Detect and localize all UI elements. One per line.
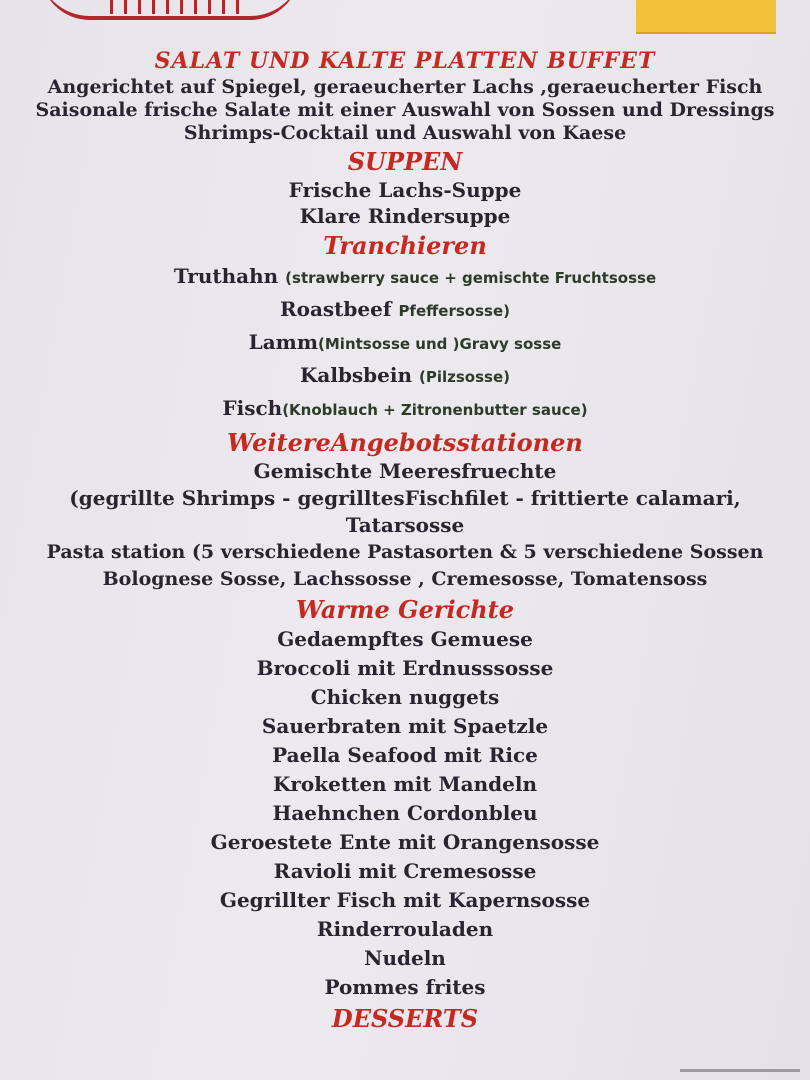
- heading-desserts: DESSERTS: [331, 1004, 479, 1033]
- salat-line: Shrimps-Cocktail und Auswahl von Kaese: [183, 122, 627, 144]
- carve-item: [0, 393, 810, 426]
- carve-sauce: (Knoblauch + Zitronenbutter sauce): [282, 401, 588, 419]
- carve-main: Lamm: [248, 330, 319, 354]
- weitere-line: Bolognese Sosse, Lachssosse , Cremesosse, Tomatensoss: [102, 568, 708, 590]
- carve-item: [0, 327, 810, 360]
- carve-main: Kalbsbein: [300, 363, 413, 387]
- carve-sauce: Pfeffersosse): [398, 302, 510, 320]
- bottom-edge-mark: [680, 1069, 800, 1080]
- warme-list: [0, 625, 810, 1002]
- carve-main: Roastbeef: [280, 297, 392, 321]
- suppen-item: Frische Lachs-Suppe: [288, 178, 522, 202]
- warme-item: Rinderrouladen: [316, 917, 494, 941]
- warme-item: Nudeln: [364, 946, 446, 970]
- carve-item: [0, 360, 810, 393]
- warme-item: Haehnchen Cordonbleu: [272, 801, 538, 825]
- carve-sauce: (strawberry sauce + gemischte Fruchtsosse: [285, 269, 657, 287]
- heading-warme: Warme Gerichte: [295, 595, 515, 624]
- ornament-bars: [110, 0, 250, 14]
- weitere-line: Pasta station (5 verschiedene Pastasorten & 5 verschiedene Sossen: [46, 541, 764, 563]
- warme-item: Sauerbraten mit Spaetzle: [261, 714, 549, 738]
- carve-main: Truthahn: [173, 264, 279, 288]
- yellow-tab: [636, 0, 776, 34]
- suppen-item: Klare Rindersuppe: [299, 204, 511, 228]
- buffet-menu: [0, 46, 810, 1034]
- salat-line: Saisonale frische Salate mit einer Auswahl von Sossen und Dressings: [35, 99, 775, 121]
- top-ornament: [40, 0, 300, 20]
- warme-item: Gedaempftes Gemuese: [277, 627, 533, 651]
- warme-item: Gegrillter Fisch mit Kapernsosse: [219, 888, 591, 912]
- warme-item: Ravioli mit Cremesosse: [273, 859, 537, 883]
- heading-tranchieren: Tranchieren: [323, 231, 487, 260]
- warme-item: Broccoli mit Erdnusssosse: [256, 656, 554, 680]
- warme-item: Paella Seafood mit Rice: [272, 743, 538, 767]
- weitere-line: Gemischte Meeresfruechte: [253, 459, 557, 483]
- heading-weitere: WeitereAngebotsstationen: [227, 428, 583, 457]
- warme-item: Geroestete Ente mit Orangensosse: [210, 830, 600, 854]
- weitere-line: Tatarsosse: [345, 513, 465, 537]
- heading-salat: SALAT UND KALTE PLATTEN BUFFET: [154, 48, 656, 74]
- carve-item: [0, 261, 810, 294]
- carve-sauce: (Mintsosse und )Gravy sosse: [318, 335, 562, 353]
- carve-sauce: (Pilzsosse): [419, 368, 510, 386]
- heading-suppen: SUPPEN: [347, 147, 463, 176]
- warme-item: Chicken nuggets: [310, 685, 500, 709]
- warme-item: Pommes frites: [324, 975, 486, 999]
- salat-line: Angerichtet auf Spiegel, geraeucherter Lachs ,geraeucherter Fisch: [47, 76, 763, 98]
- carve-item: [0, 294, 810, 327]
- carve-main: Fisch: [222, 396, 283, 420]
- weitere-line: (gegrillte Shrimps - gegrilltesFischfilet - frittierte calamari,: [69, 486, 741, 510]
- warme-item: Kroketten mit Mandeln: [273, 772, 537, 796]
